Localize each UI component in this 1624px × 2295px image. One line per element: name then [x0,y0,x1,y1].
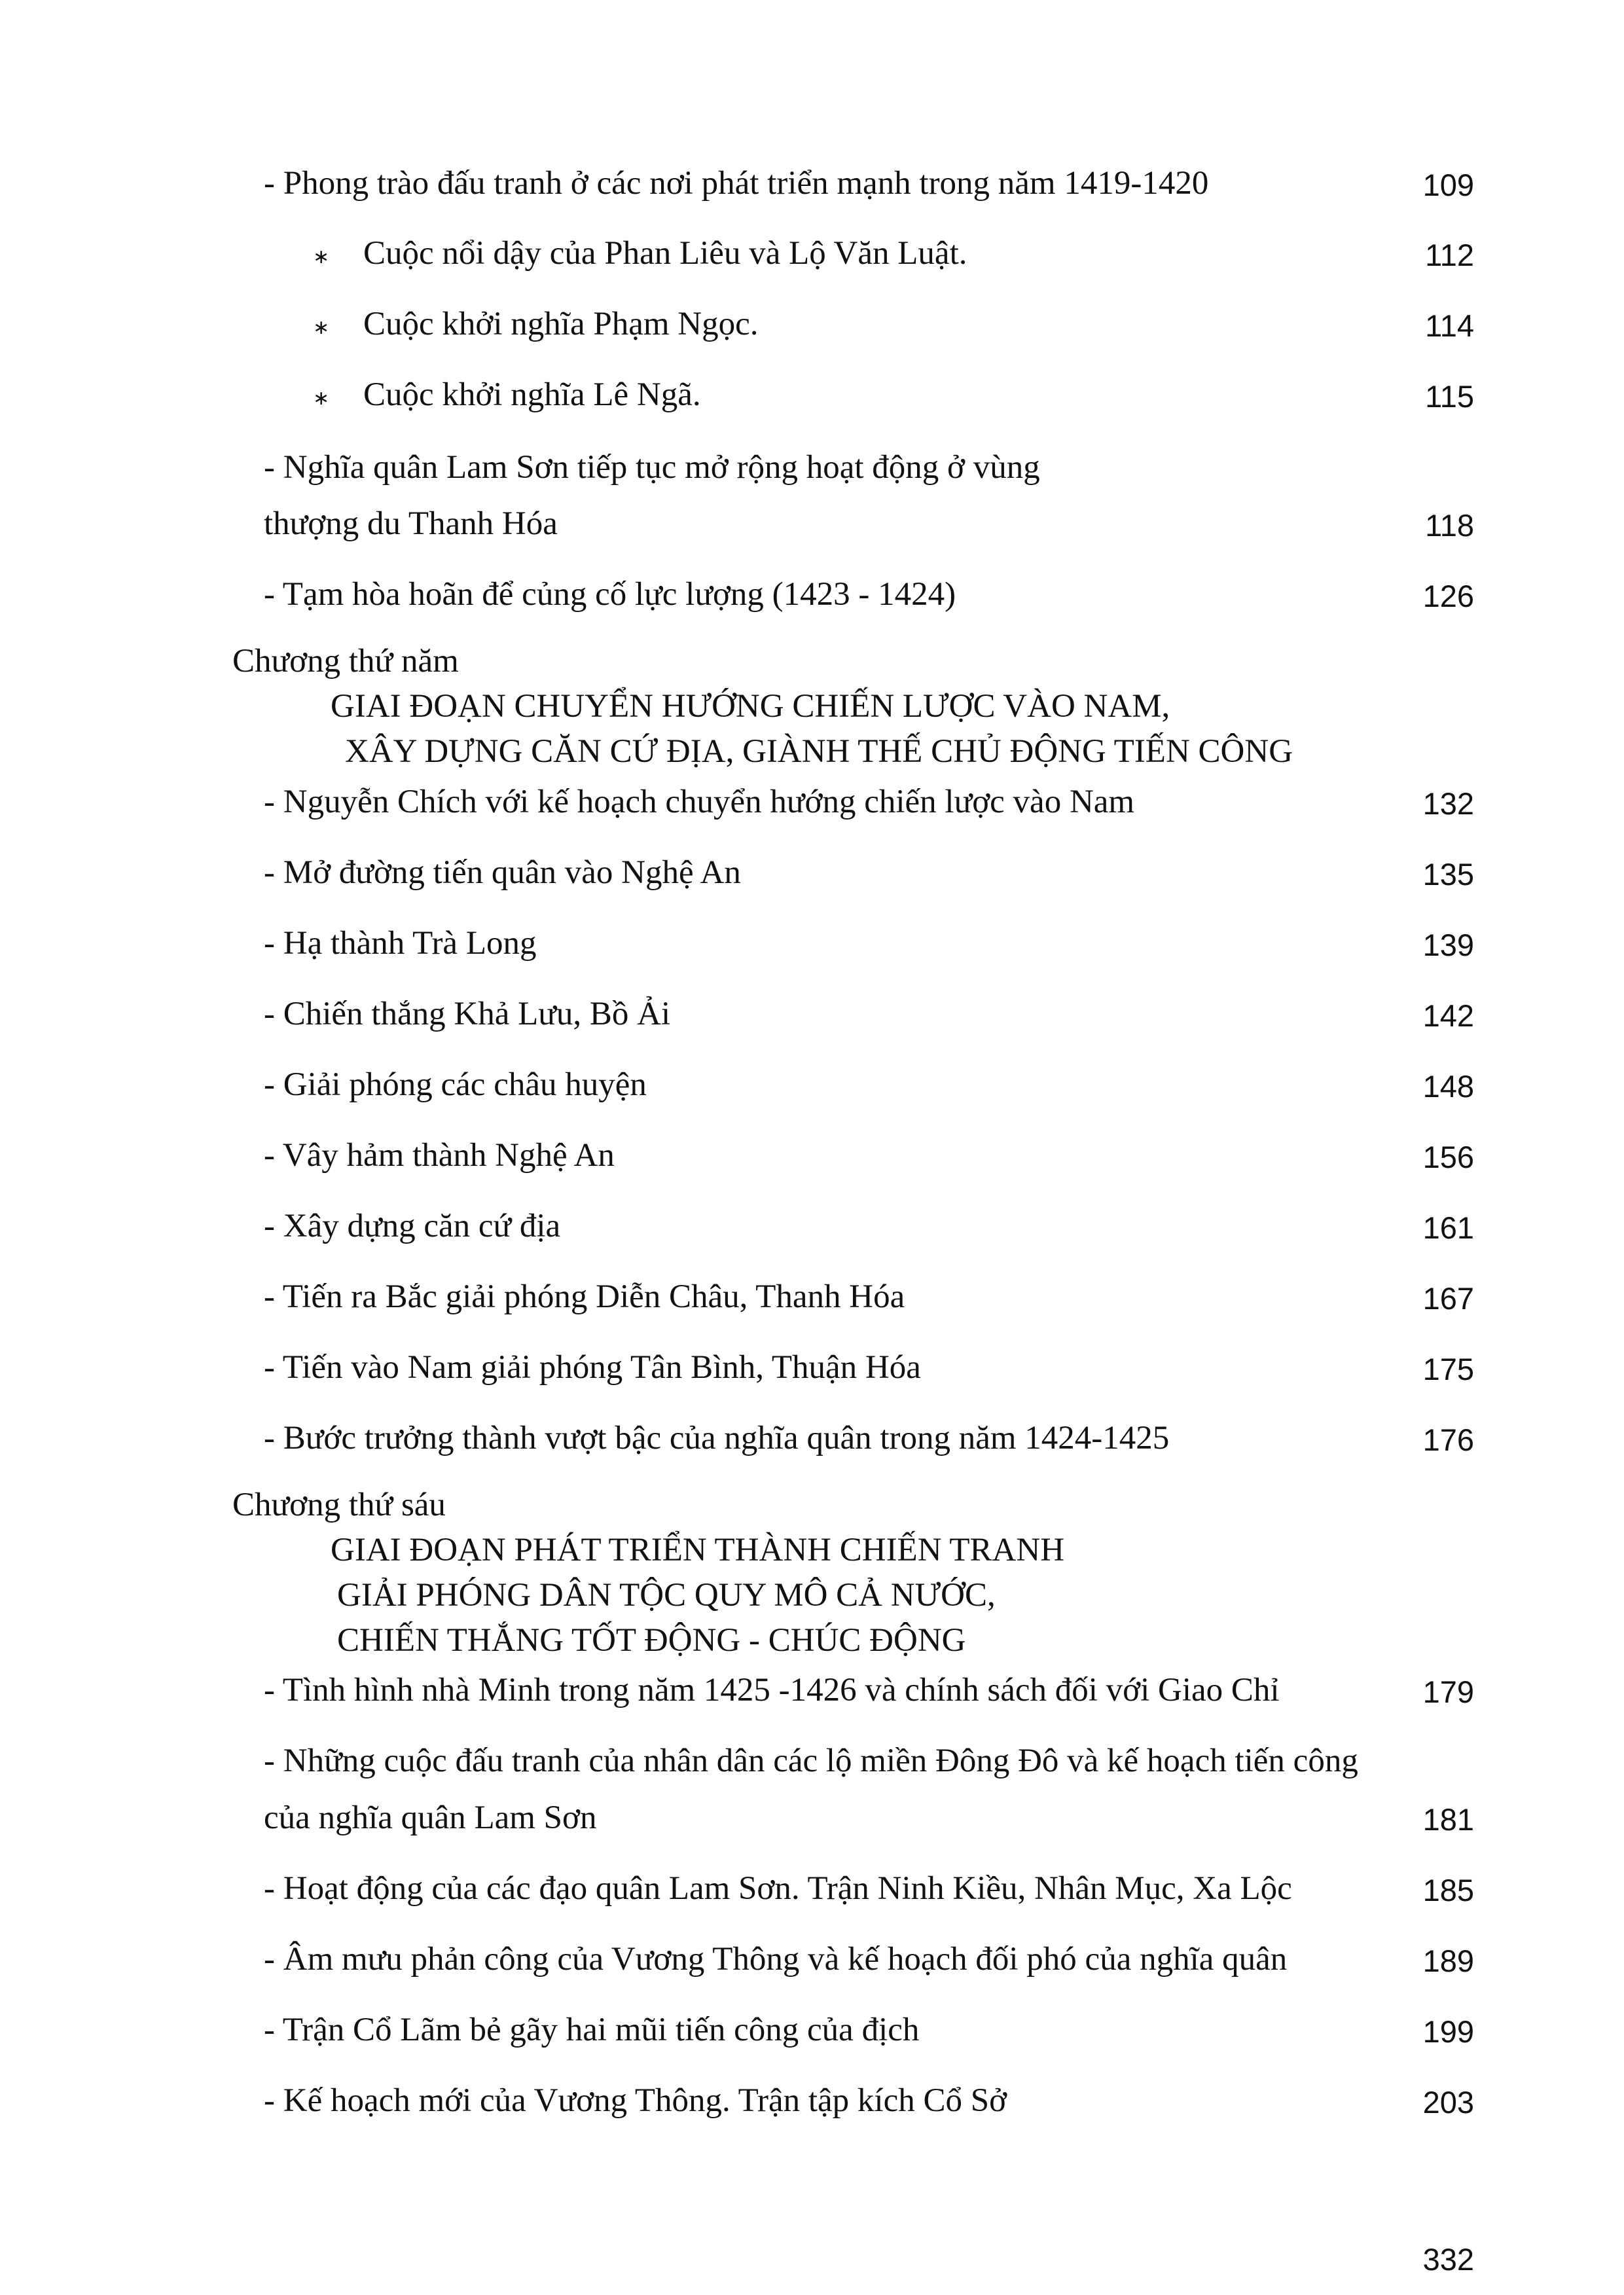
toc-entry-page: 148 [1422,1069,1474,1104]
toc-entry-text: Cuộc khởi nghĩa Lê Ngã. [363,376,701,413]
toc-entry-text: - Hoạt động của các đạo quân Lam Sơn. Trận Ninh Kiều, Nhân Mục, Xa Lộc [264,1870,1292,1907]
toc-entry-text: - Bước trưởng thành vượt bậc của nghĩa quân trong năm 1424-1425 [264,1420,1170,1456]
toc-entry-page: 132 [1422,786,1474,821]
toc-entry-page: 176 [1422,1422,1474,1457]
toc-entry-page: 139 [1422,928,1474,962]
toc-entry-text: - Chiến thắng Khả Lưu, Bồ Ải [264,996,671,1032]
toc-entry-text: - Giải phóng các châu huyện [264,1066,647,1103]
toc-entry-text: - Mở đường tiến quân vào Nghệ An [264,854,741,891]
toc-entry-page: 126 [1422,579,1474,613]
chapter-label: Chương thứ sáu [232,1487,446,1523]
page-number: 332 [1422,2242,1474,2277]
toc-entry-page: 185 [1422,1873,1474,1907]
toc-entry-text: - Trận Cổ Lãm bẻ gãy hai mũi tiến công của địch [264,2012,920,2048]
toc-entry-page: 114 [1425,308,1474,343]
toc-entry-text: - Vây hảm thành Nghệ An [264,1137,615,1174]
toc-entry-text: Cuộc nổi dậy của Phan Liêu và Lộ Văn Luật. [363,235,967,272]
toc-entry-text: - Xây dựng căn cứ địa [264,1208,561,1244]
toc-entry-page: 109 [1422,168,1474,202]
chapter-title: CHIẾN THẮNG TỐT ĐỘNG - CHÚC ĐỘNG [337,1622,966,1659]
toc-entry-text: - Âm mưu phản công của Vương Thông và kế hoạch đối phó của nghĩa quân [264,1941,1288,1978]
toc-entry-page: 203 [1422,2085,1474,2120]
asterisk-bullet-icon: ∗ [313,316,330,339]
toc-entry-text: - Tiến ra Bắc giải phóng Diễn Châu, Thanh Hóa [264,1278,905,1315]
toc-entry-page: 161 [1422,1210,1474,1245]
toc-entry-text: Cuộc khởi nghĩa Phạm Ngọc. [363,306,759,342]
toc-entry-page: 179 [1422,1674,1474,1709]
toc-entry-page: 142 [1422,998,1474,1033]
toc-entry-text: - Hạ thành Trà Long [264,925,537,962]
toc-entry-page: 112 [1425,238,1474,272]
toc-entry-text: - Tình hình nhà Minh trong năm 1425 -1426 và chính sách đối với Giao Chỉ [264,1672,1280,1708]
toc-entry-text: - Nguyễn Chích với kế hoạch chuyển hướng chiến lược vào Nam [264,784,1135,820]
toc-entry-text: - Kế hoạch mới của Vương Thông. Trận tập kích Cổ Sở [264,2082,1007,2119]
toc-entry-text-continued: thượng du Thanh Hóa [264,505,558,542]
chapter-title: GIAI ĐOẠN CHUYỂN HƯỚNG CHIẾN LƯỢC VÀO NAM, [331,688,1170,725]
toc-entry-page: 167 [1422,1281,1474,1316]
chapter-title: GIAI ĐOẠN PHÁT TRIỂN THÀNH CHIẾN TRANH [331,1532,1065,1568]
asterisk-bullet-icon: ∗ [313,245,330,268]
toc-entry-page: 118 [1425,508,1474,543]
toc-entry-page: 156 [1422,1140,1474,1174]
asterisk-bullet-icon: ∗ [313,387,330,410]
toc-entry-page: 181 [1422,1802,1474,1837]
toc-entry-text: - Phong trào đấu tranh ở các nơi phát triển mạnh trong năm 1419-1420 [264,165,1209,202]
toc-entry-page: 189 [1422,1943,1474,1978]
toc-entry-page: 199 [1422,2014,1474,2049]
toc-entry-text-continued: của nghĩa quân Lam Sơn [264,1799,597,1836]
toc-entry-text: - Những cuộc đấu tranh của nhân dân các lộ miền Đông Đô và kế hoạch tiến công [264,1743,1358,1779]
toc-entry-text: - Tiến vào Nam giải phóng Tân Bình, Thuận Hóa [264,1349,921,1386]
toc-entry-text: - Nghĩa quân Lam Sơn tiếp tục mở rộng hoạt động ở vùng [264,449,1040,486]
toc-entry-page: 175 [1422,1352,1474,1386]
chapter-label: Chương thứ năm [232,643,459,679]
chapter-title: XÂY DỰNG CĂN CỨ ĐỊA, GIÀNH THẾ CHỦ ĐỘNG TIẾN CÔNG [345,733,1293,770]
toc-entry-text: - Tạm hòa hoãn để củng cố lực lượng (1423 - 1424) [264,576,956,613]
toc-entry-page: 135 [1422,857,1474,892]
toc-entry-page: 115 [1425,379,1474,414]
chapter-title: GIẢI PHÓNG DÂN TỘC QUY MÔ CẢ NƯỚC, [337,1577,996,1614]
